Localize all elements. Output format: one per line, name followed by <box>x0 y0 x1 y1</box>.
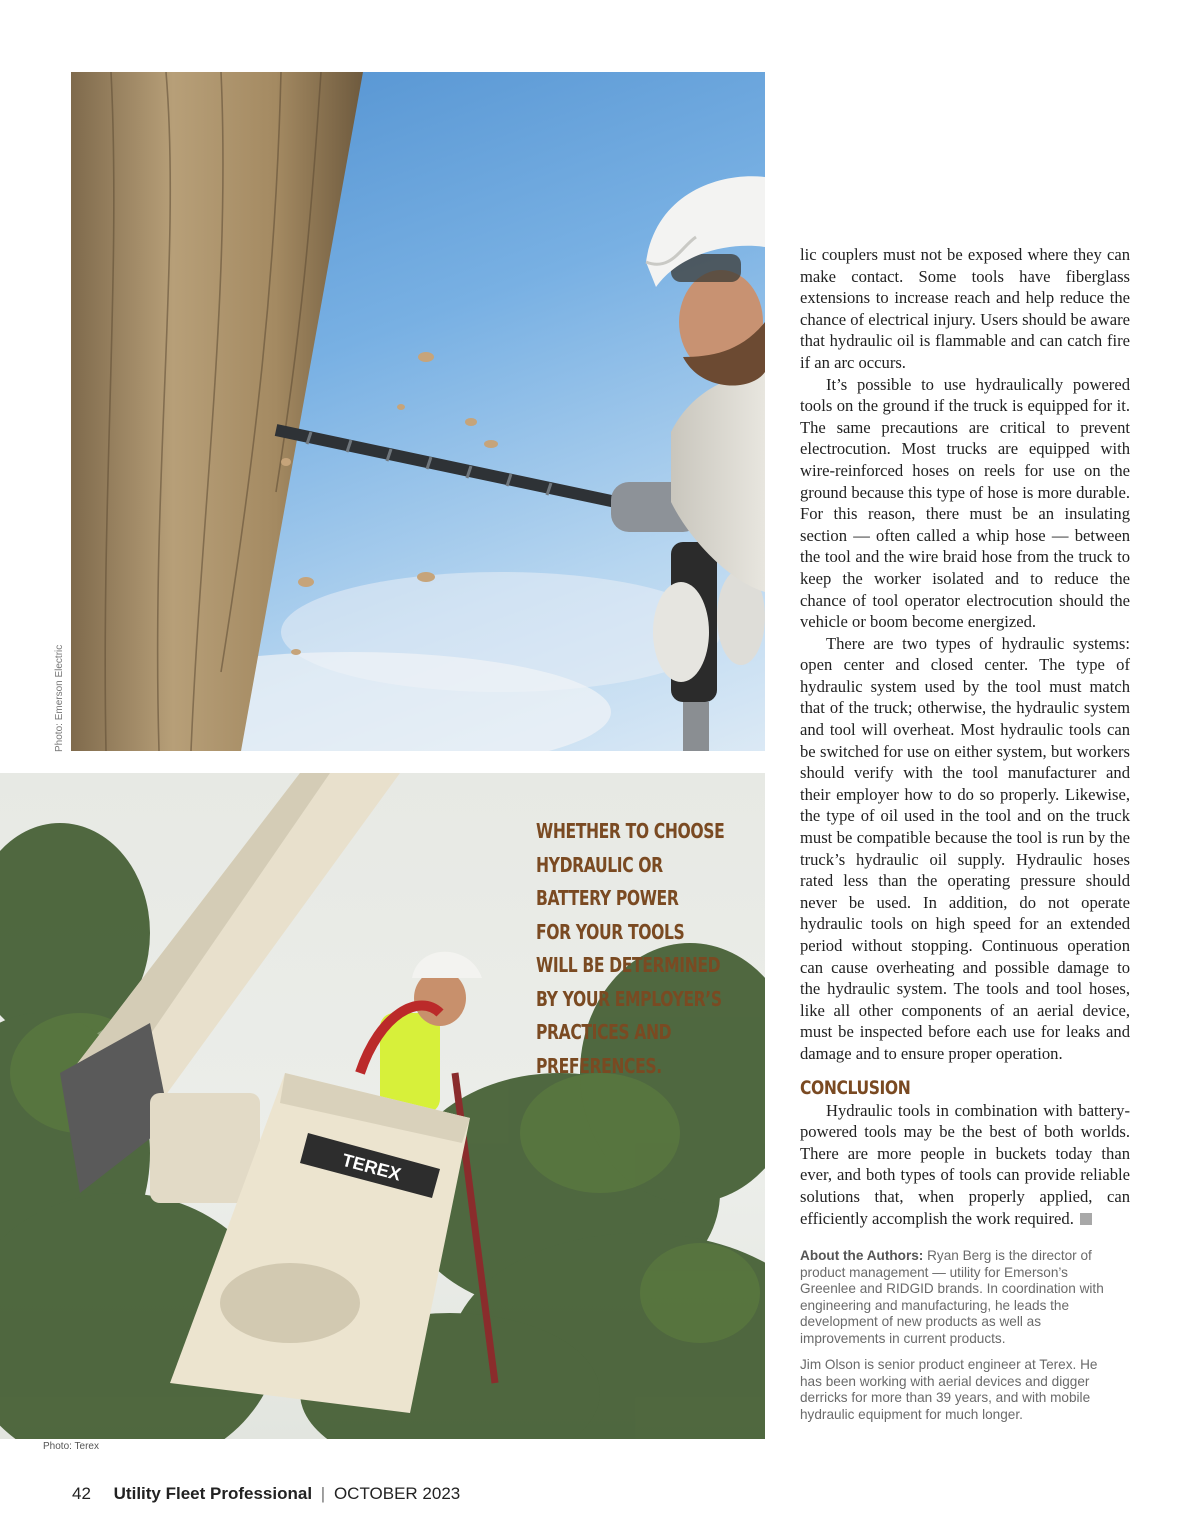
end-of-article-square-icon <box>1080 1213 1092 1225</box>
photo-credit-bottom: Photo: Terex <box>43 1441 99 1452</box>
magazine-title: Utility Fleet Professional <box>113 1484 313 1503</box>
pull-quote-line: WHETHER TO CHOOSE <box>536 819 725 843</box>
footer-separator: | <box>320 1484 326 1503</box>
about-authors-olson: Jim Olson is senior product engineer at Terex. He has been working with aerial devices and digger derricks for more than 39 years, and with mobile hydraulic equipment for much longer. <box>800 1357 1098 1422</box>
article-column <box>800 244 1130 1423</box>
pull-quote-line: HYDRAULIC OR <box>536 852 663 877</box>
article-paragraph: lic couplers must not be exposed where they can make contact. Some tools have fiberglass extensions to increase reach and help reduce the chance of electrical injury. Users should be aware that hydraulic oil is flammable and can catch fire if an arc occurs. <box>800 245 1130 372</box>
pull-quote-line: FOR YOUR TOOLS <box>536 919 685 944</box>
page-number: 42 <box>72 1484 91 1503</box>
conclusion-text: Hydraulic tools in combination with battery-powered tools may be the best of both worlds. There are more people in buckets today than ever, and both types of tools can provide reliable solutions that, when properly applied, can efficiently accomplish the work required. <box>800 1100 1130 1228</box>
pull-quote-line: PRACTICES AND <box>536 1020 672 1044</box>
conclusion-heading <box>800 1076 1130 1100</box>
pull-quote <box>536 815 746 1083</box>
issue-date: OCTOBER 2023 <box>333 1484 461 1503</box>
photo-top-illustration <box>71 72 765 751</box>
pull-quote-line: PREFERENCES. <box>536 1053 662 1078</box>
article-paragraph: There are two types of hydraulic systems: open center and closed center. The type of hydraulic system used by the tool must match that of the truck; otherwise, the hydraulic system and tool will overheat. Most hydraulic tools can be switched for use on either system, but workers should verify with the tool manufacturer and their employer how to do so properly. Likewise, the type of oil used in the tool and on the truck must be compatible because the tool is run by the truck’s hydraulic oil supply. Hydraulic hoses rated less than the operating pressure should never be used. In addition, do not operate hydraulic tools on high speed for an extended period without stopping. Continuous operation can cause overheating and possible damage to the hydraulic system. The tools and tool hoses, like all other components of an aerial device, must be inspected before each use for leaks and damage and to ensure proper operation. <box>800 633 1130 1063</box>
pull-quote-line: WILL BE DETERMINED <box>536 953 721 977</box>
bucket-brand-label: TEREX <box>339 1149 404 1185</box>
about-authors-label: About the Authors: <box>800 1248 924 1264</box>
pull-quote-line: BATTERY POWER <box>536 886 679 910</box>
photo-lineman-drilling-pole <box>71 72 765 751</box>
conclusion-paragraph <box>800 1100 1130 1230</box>
page-footer <box>72 1484 460 1504</box>
author-bio-berg: Ryan Berg is the director of product management — utility for Emerson’s Greenlee and RIDGID brands. In coordination with engineering and manufacturing, he leads the development of new products as well as improvements in current products. <box>800 1248 1104 1346</box>
pull-quote-line: BY YOUR EMPLOYER’S <box>536 986 722 1011</box>
article-paragraph: It’s possible to use hydraulically powered tools on the ground if the truck is equipped for it. The same precautions are critical to prevent electrocution. Most trucks are equipped with wire-reinforced hoses on reels for use on the ground because this type of hose is more durable. For this reason, there must be an insulating section — often called a whip hose — between the tool and the wire braid hose from the truck to keep the worker isolated and to reduce the chance of tool operator electrocution should the vehicle or boom become energized. <box>800 374 1130 632</box>
about-authors-berg <box>800 1248 1118 1347</box>
photo-credit-top: Photo: Emerson Electric <box>54 644 65 752</box>
conclusion-heading-text: CONCLUSION <box>800 1076 911 1099</box>
